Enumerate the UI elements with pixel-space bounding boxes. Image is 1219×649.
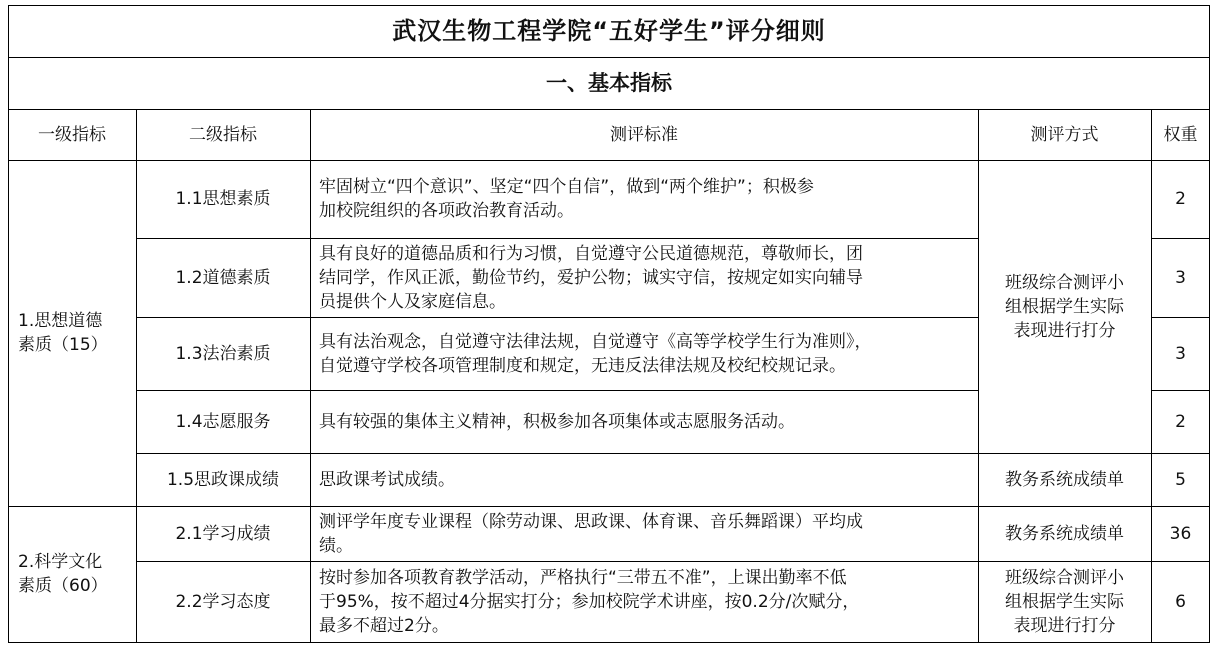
method-2-2: 班级综合测评小 组根据学生实际 表现进行打分 [1005,567,1124,636]
header-criteria: 测评标准 [610,124,678,145]
method-merged-1: 班级综合测评小 组根据学生实际 表现进行打分 [1005,272,1124,341]
criteria-1-2: 具有良好的道德品质和行为习惯，自觉遵守公民道德规范，尊敬师长，团 结同学，作风正派，勤俭节约，爱护公物；诚实守信，按规定如实向辅导 员提供个人及家庭信息。 [319,243,863,312]
group-label-culture: 2.科学文化 素质（60） [18,552,108,596]
criteria-2-2: 按时参加各项教育教学活动，严格执行“三带五不准”，上课出勤率不低 于95%，按不超过4分据实打分；参加校院学术讲座，按0.2分/次赋分， 最多不超过2分。 [319,567,860,636]
section-heading: 一、基本指标 [546,71,672,95]
weight-1-5: 5 [1175,469,1186,490]
weight-1-1: 2 [1175,189,1186,209]
weight-2-2: 6 [1175,591,1186,612]
method-1-5: 教务系统成绩单 [1005,469,1124,490]
page-title: 武汉生物工程学院“五好学生”评分细则 [392,17,826,45]
indicator-1-5: 1.5思政课成绩 [166,469,280,490]
criteria-1-5: 思政课考试成绩。 [319,469,455,490]
method-2-1: 教务系统成绩单 [1005,523,1124,544]
indicator-2-2: 2.2学习态度 [175,591,271,612]
indicator-1-3: 1.3法治素质 [175,343,271,364]
criteria-1-4: 具有较强的集体主义精神，积极参加各项集体或志愿服务活动。 [319,411,795,432]
weight-2-1: 36 [1169,523,1192,544]
weight-1-4: 2 [1175,411,1186,432]
header-level1: 一级指标 [38,124,106,145]
criteria-1-3: 具有法治观念，自觉遵守法律法规，自觉遵守《高等学校学生行为准则》， 自觉遵守学校各项管理制度和规定，无违反法律法规及校纪校规记录。 [319,331,872,376]
weight-1-2: 3 [1175,267,1186,288]
indicator-1-2: 1.2道德素质 [175,267,271,288]
header-level2: 二级指标 [189,124,257,145]
weight-1-3: 3 [1175,343,1186,364]
group-label-moral: 1.思想道德 素质（15） [18,311,108,355]
header-method: 测评方式 [1030,124,1099,145]
scoring-table [8,5,1210,643]
indicator-2-1: 2.1学习成绩 [175,523,271,544]
indicator-1-4: 1.4志愿服务 [175,411,271,432]
header-weight: 权重 [1163,124,1198,145]
indicator-1-1: 1.1思想素质 [175,189,271,209]
criteria-1-1: 牢固树立“四个意识”、坚定“四个自信”，做到“两个维护”；积极参 加校院组织的各项政治教育活动。 [319,177,814,221]
criteria-2-1: 测评学年度专业课程（除劳动课、思政课、体育课、音乐舞蹈课）平均成 绩。 [319,511,863,556]
